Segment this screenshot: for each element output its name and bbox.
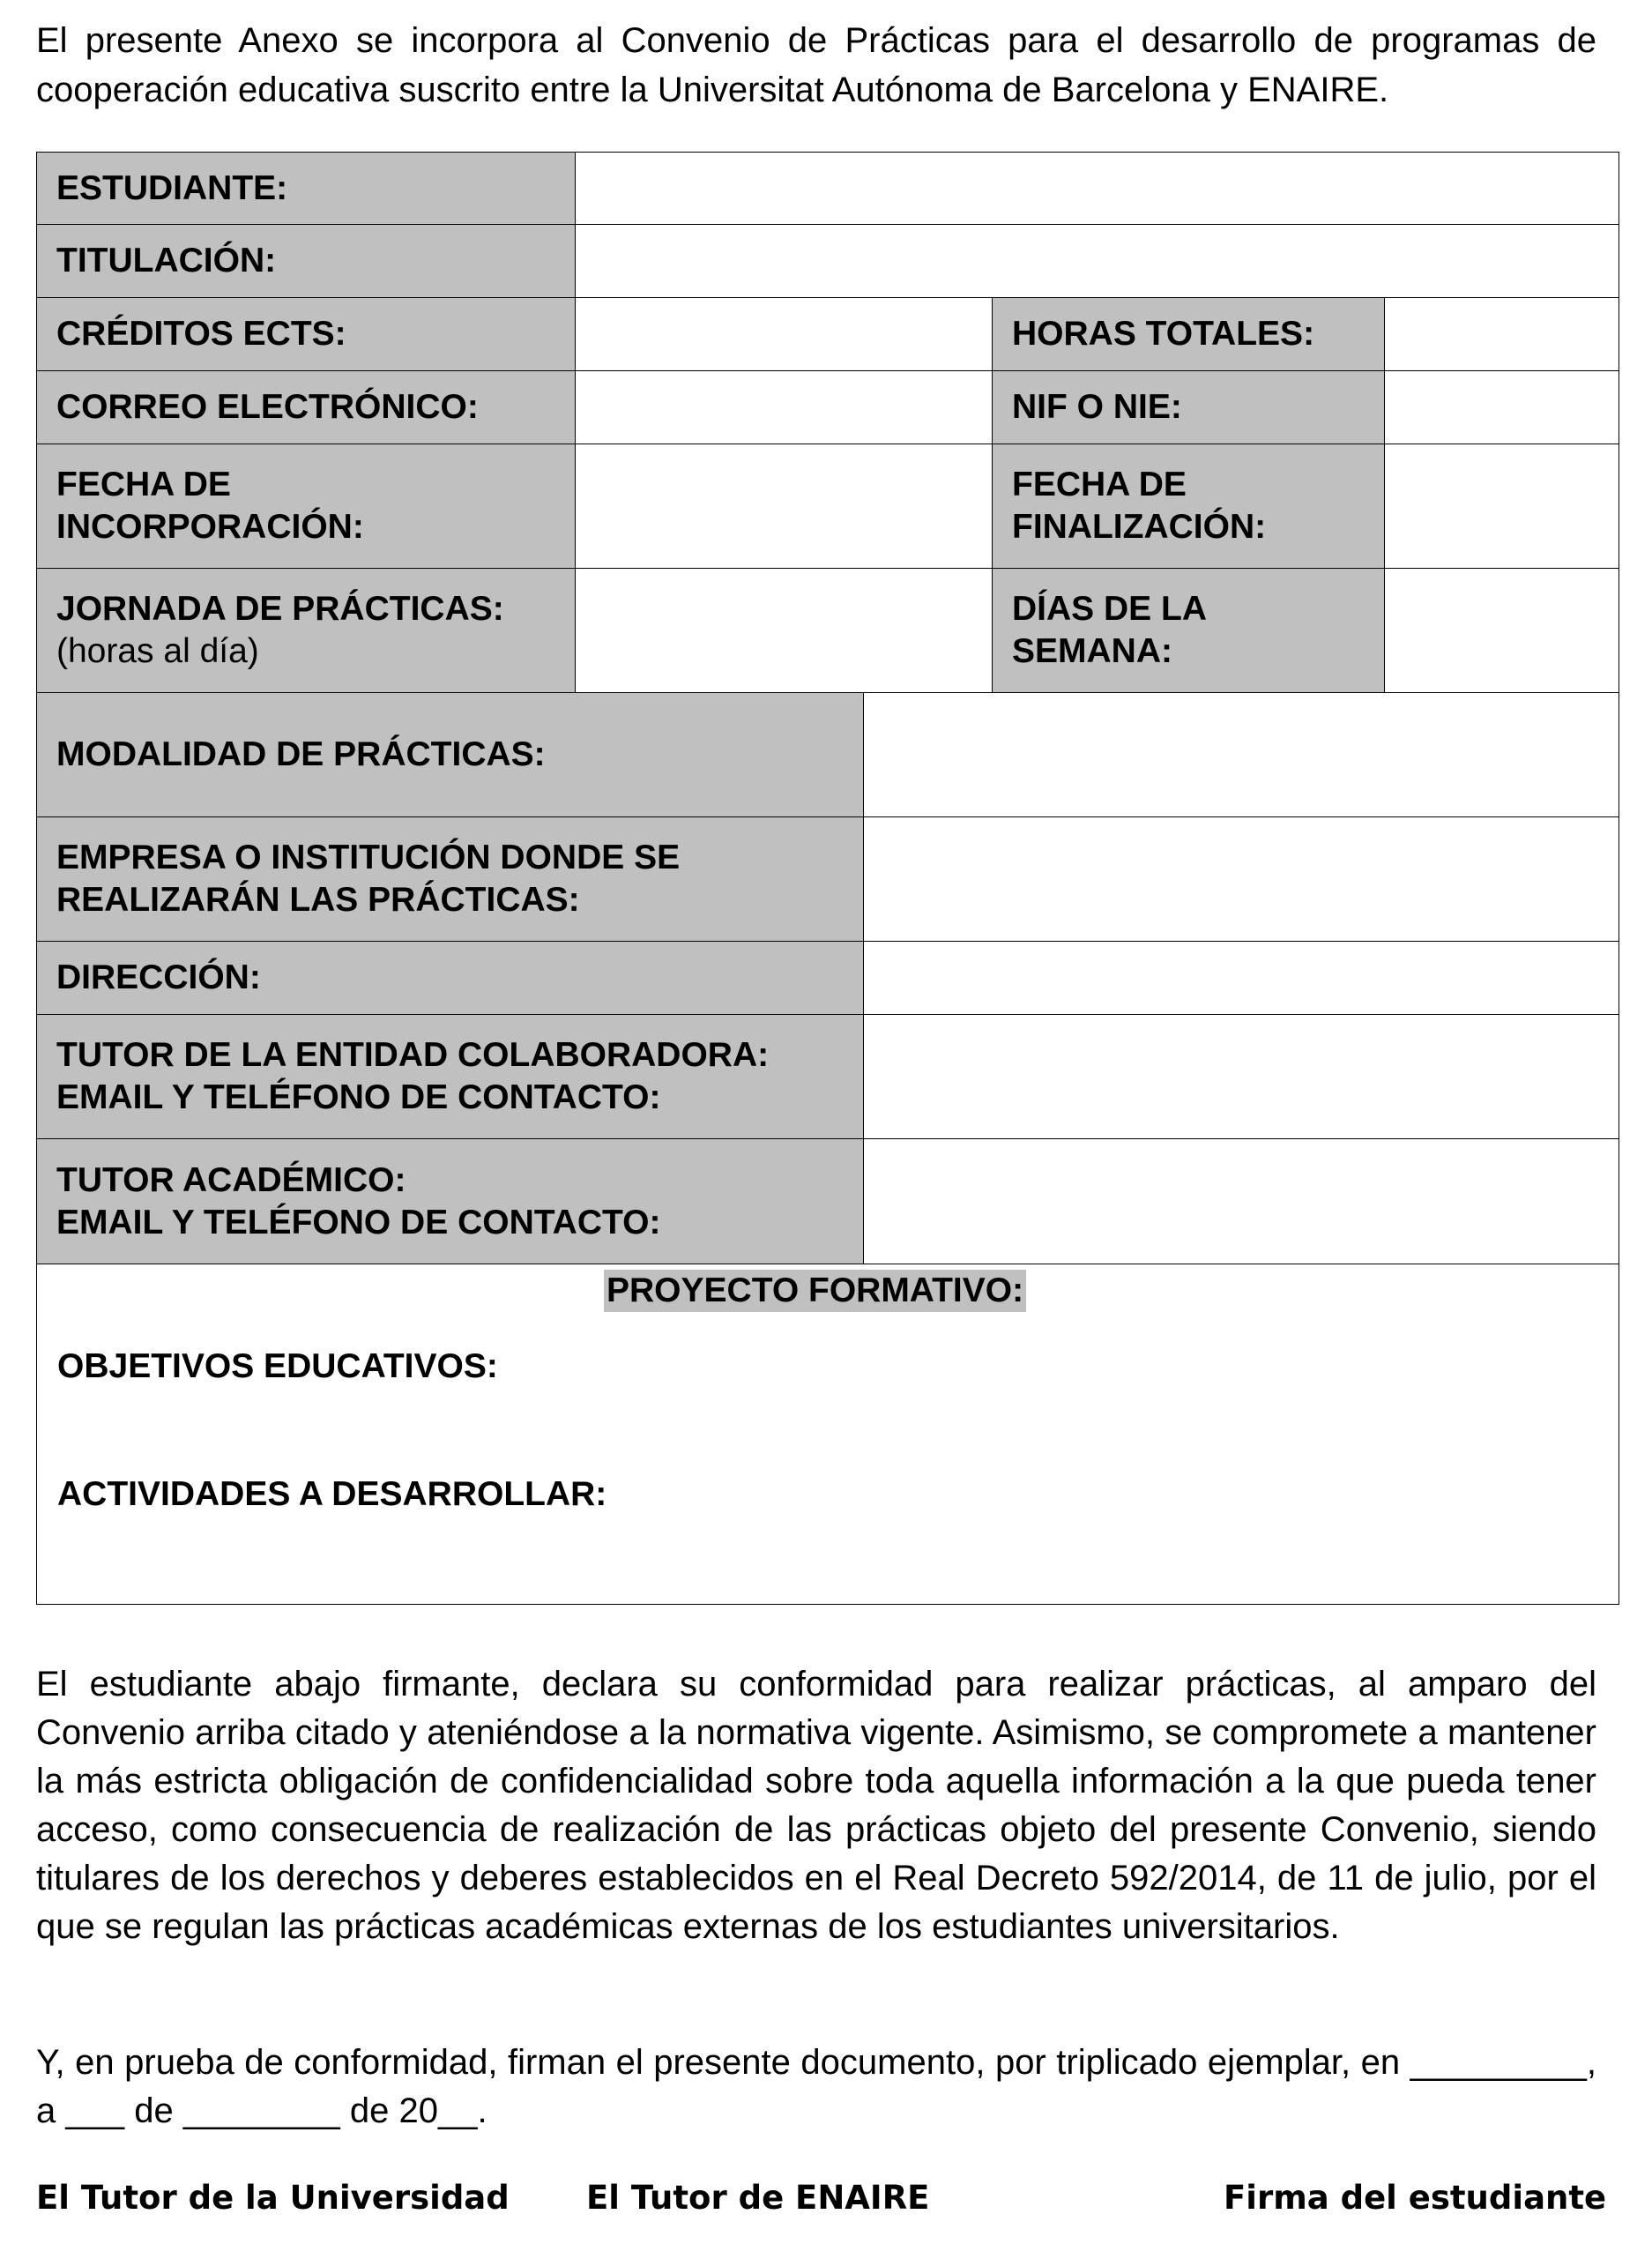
declaration-paragraph: El estudiante abajo firmante, declara su conformidad para realizar prácticas, al amparo del Convenio arriba citado y ateniéndose a la normativa vigente. Asimismo, se compromete a mantener la más estricta obligación de confidencialidad sobre toda aquella información a la que pueda tener acceso, como consecuencia de realización de las prácticas objeto del presente Convenio, siendo titulares de los derechos y deberes establecidos en el Real Decreto 592/2014, de 11 de julio, por el que se regulan las prácticas académicas externas de los estudiantes universitarios.: [36, 1665, 1596, 1946]
signature-tutor-enaire: El Tutor de ENAIRE: [586, 2179, 930, 2217]
proyecto-formativo-section[interactable]: [36, 1264, 1619, 1605]
fecha-finalizacion-field[interactable]: [1384, 444, 1619, 569]
correo-field[interactable]: [575, 370, 993, 444]
empresa-field[interactable]: [863, 816, 1619, 942]
fecha-finalizacion-label: FECHA DE FINALIZACIÓN:: [992, 444, 1385, 569]
tutor-entidad-label: TUTOR DE LA ENTIDAD COLABORADORA: EMAIL Y TELÉFONO DE CONTACTO:: [36, 1014, 864, 1139]
direccion-label: DIRECCIÓN:: [36, 941, 864, 1015]
dias-semana-field[interactable]: [1384, 568, 1619, 693]
objetivos-educativos-label: OBJETIVOS EDUCATIVOS:: [57, 1347, 498, 1385]
jornada-label: JORNADA DE PRÁCTICAS: (horas al día): [36, 568, 576, 693]
estudiante-label: ESTUDIANTE:: [36, 152, 576, 225]
empresa-label: EMPRESA O INSTITUCIÓN DONDE SE REALIZARÁN LAS PRÁCTICAS:: [36, 816, 864, 942]
tutor-academico-label: TUTOR ACADÉMICO: EMAIL Y TELÉFONO DE CONTACTO:: [36, 1138, 864, 1264]
jornada-sublabel: (horas al día): [56, 632, 259, 670]
signature-row: [0, 2173, 1652, 2226]
fecha-incorporacion-field[interactable]: [575, 444, 993, 569]
student-form-table: [36, 152, 1619, 1605]
creditos-ects-label: CRÉDITOS ECTS:: [36, 297, 576, 371]
jornada-field[interactable]: [575, 568, 993, 693]
tutor-entidad-field[interactable]: [863, 1014, 1619, 1139]
horas-totales-label: HORAS TOTALES:: [992, 297, 1385, 371]
dias-semana-label: DÍAS DE LA SEMANA:: [992, 568, 1385, 693]
signature-estudiante: Firma del estudiante: [1224, 2179, 1607, 2217]
fecha-incorporacion-label: FECHA DE INCORPORACIÓN:: [36, 444, 576, 569]
firm-paragraph: Y, en prueba de conformidad, firman el presente documento, por triplicado ejemplar, en _________, a ___ de ________ de 20__.: [36, 2043, 1596, 2130]
modalidad-field[interactable]: [863, 692, 1619, 817]
nif-nie-label: NIF O NIE:: [992, 370, 1385, 444]
titulacion-field[interactable]: [575, 224, 1619, 298]
creditos-ects-field[interactable]: [575, 297, 993, 371]
estudiante-field[interactable]: [575, 152, 1619, 225]
nif-nie-field[interactable]: [1384, 370, 1619, 444]
correo-label: CORREO ELECTRÓNICO:: [36, 370, 576, 444]
direccion-field[interactable]: [863, 941, 1619, 1015]
proyecto-formativo-title: PROYECTO FORMATIVO:: [604, 1270, 1026, 1312]
titulacion-label: TITULACIÓN:: [36, 224, 576, 298]
intro-paragraph: El presente Anexo se incorpora al Convenio de Prácticas para el desarrollo de programas de cooperación educativa suscrito entre la Universitat Autónoma de Barcelona y ENAIRE.: [36, 21, 1596, 109]
modalidad-label: MODALIDAD DE PRÁCTICAS:: [36, 692, 864, 817]
horas-totales-field[interactable]: [1384, 297, 1619, 371]
tutor-academico-field[interactable]: [863, 1138, 1619, 1264]
actividades-label: ACTIVIDADES A DESARROLLAR:: [57, 1475, 607, 1513]
signature-tutor-universidad: El Tutor de la Universidad: [36, 2179, 510, 2217]
